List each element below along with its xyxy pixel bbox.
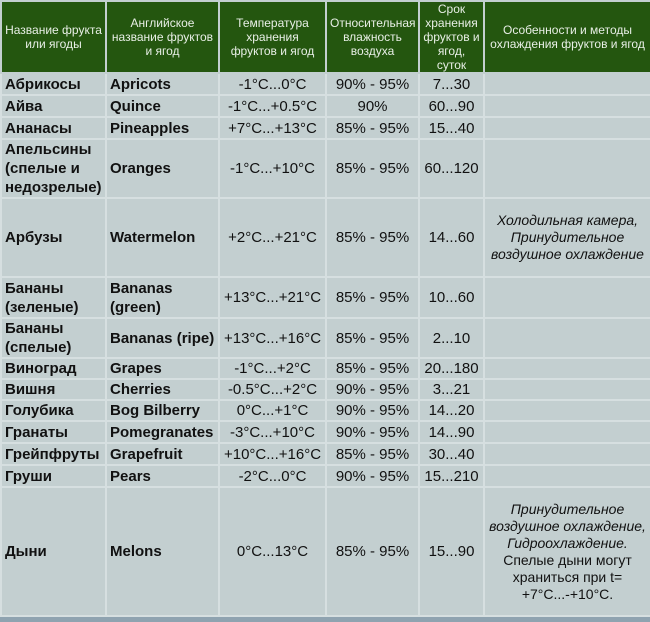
name-en-cell: Apricots — [106, 73, 219, 95]
notes-cell — [484, 379, 650, 400]
table-row — [1, 465, 650, 487]
temperature-cell: +2°C...+21°C — [219, 198, 326, 277]
name-en-cell: Melons — [106, 487, 219, 616]
table-row — [1, 117, 650, 139]
name-ru-cell: Ананасы — [1, 117, 106, 139]
temperature-cell: -1°C...+10°C — [219, 139, 326, 198]
temperature-cell: -3°C...+10°C — [219, 421, 326, 443]
notes-cell — [484, 95, 650, 117]
name-en-cell: Grapes — [106, 358, 219, 379]
storage-days-cell: 3...21 — [419, 379, 484, 400]
table-row — [1, 198, 650, 277]
storage-days-cell: 60...90 — [419, 95, 484, 117]
humidity-cell: 90% - 95% — [326, 73, 419, 95]
header-cell: Название фрукта или ягоды — [1, 1, 106, 73]
storage-days-cell: 30...40 — [419, 443, 484, 465]
storage-days-cell: 10...60 — [419, 277, 484, 318]
header-cell: Английское название фруктов и ягод — [106, 1, 219, 73]
name-en-cell: Grapefruit — [106, 443, 219, 465]
storage-days-cell: 14...60 — [419, 198, 484, 277]
temperature-cell: -1°C...0°C — [219, 73, 326, 95]
humidity-cell: 85% - 95% — [326, 487, 419, 616]
name-ru-cell: Дыни — [1, 487, 106, 616]
temperature-cell: -2°C...0°C — [219, 465, 326, 487]
header-cell: Особенности и методы охлаждения фруктов и ягод — [484, 1, 650, 73]
temperature-cell: +13°C...+21°C — [219, 277, 326, 318]
temperature-cell: -1°C...+0.5°C — [219, 95, 326, 117]
name-en-cell: Pears — [106, 465, 219, 487]
header-cell: Срок хранения фруктов и ягод, суток — [419, 1, 484, 73]
name-ru-cell: Апельсины (спелые и недозрелые) — [1, 139, 106, 198]
storage-days-cell: 60...120 — [419, 139, 484, 198]
note-text: Спелые дыни могут храниться при t= +7°C...-+10°C. — [503, 551, 632, 602]
humidity-cell: 85% - 95% — [326, 277, 419, 318]
table-row — [1, 73, 650, 95]
name-ru-cell: Груши — [1, 465, 106, 487]
humidity-cell: 90% - 95% — [326, 379, 419, 400]
storage-days-cell: 20...180 — [419, 358, 484, 379]
temperature-cell: +7°C...+13°C — [219, 117, 326, 139]
note-italic: Принудительное воздушное охлаждение, Гидроохлаждение. — [489, 500, 646, 551]
name-en-cell: Watermelon — [106, 198, 219, 277]
storage-days-cell: 15...90 — [419, 487, 484, 616]
storage-days-cell: 2...10 — [419, 318, 484, 358]
notes-cell — [484, 443, 650, 465]
notes-cell — [484, 198, 650, 277]
header-cell: Температура хранения фруктов и ягод — [219, 1, 326, 73]
table-row — [1, 443, 650, 465]
table-row — [1, 95, 650, 117]
name-ru-cell: Вишня — [1, 379, 106, 400]
storage-days-cell: 15...210 — [419, 465, 484, 487]
table-row — [1, 487, 650, 616]
humidity-cell: 90% - 95% — [326, 400, 419, 421]
table-row — [1, 379, 650, 400]
storage-days-cell: 7...30 — [419, 73, 484, 95]
name-ru-cell: Абрикосы — [1, 73, 106, 95]
name-ru-cell: Айва — [1, 95, 106, 117]
storage-days-cell: 15...40 — [419, 117, 484, 139]
notes-cell — [484, 73, 650, 95]
name-en-cell: Pomegranates — [106, 421, 219, 443]
table-row — [1, 318, 650, 358]
name-en-cell: Cherries — [106, 379, 219, 400]
humidity-cell: 90% - 95% — [326, 421, 419, 443]
name-ru-cell: Виноград — [1, 358, 106, 379]
notes-cell — [484, 139, 650, 198]
notes-cell — [484, 465, 650, 487]
humidity-cell: 85% - 95% — [326, 443, 419, 465]
name-en-cell: Bananas (ripe) — [106, 318, 219, 358]
humidity-cell: 85% - 95% — [326, 198, 419, 277]
name-en-cell: Pineapples — [106, 117, 219, 139]
storage-days-cell: 14...90 — [419, 421, 484, 443]
temperature-cell: +13°C...+16°C — [219, 318, 326, 358]
notes-cell — [484, 400, 650, 421]
name-en-cell: Quince — [106, 95, 219, 117]
notes-cell — [484, 318, 650, 358]
name-ru-cell: Бананы (спелые) — [1, 318, 106, 358]
notes-cell — [484, 277, 650, 318]
humidity-cell: 85% - 95% — [326, 358, 419, 379]
table-row — [1, 139, 650, 198]
note-italic: Холодильная камера, Принудительное воздушное охлаждение — [491, 212, 644, 262]
notes-cell — [484, 487, 650, 616]
table-row — [1, 400, 650, 421]
table-row — [1, 277, 650, 318]
name-ru-cell: Арбузы — [1, 198, 106, 277]
humidity-cell: 85% - 95% — [326, 139, 419, 198]
temperature-cell: +10°C...+16°C — [219, 443, 326, 465]
name-en-cell: Bananas (green) — [106, 277, 219, 318]
notes-cell — [484, 421, 650, 443]
header-cell: Относительная влажность воздуха — [326, 1, 419, 73]
humidity-cell: 85% - 95% — [326, 318, 419, 358]
temperature-cell: -1°C...+2°C — [219, 358, 326, 379]
name-en-cell: Oranges — [106, 139, 219, 198]
name-ru-cell: Грейпфруты — [1, 443, 106, 465]
bottom-border — [0, 617, 650, 622]
header-row — [1, 1, 650, 73]
name-ru-cell: Голубика — [1, 400, 106, 421]
humidity-cell: 85% - 95% — [326, 117, 419, 139]
humidity-cell: 90% - 95% — [326, 465, 419, 487]
notes-cell — [484, 117, 650, 139]
name-ru-cell: Бананы (зеленые) — [1, 277, 106, 318]
name-en-cell: Bog Bilberry — [106, 400, 219, 421]
temperature-cell: -0.5°C...+2°C — [219, 379, 326, 400]
temperature-cell: 0°C...+1°C — [219, 400, 326, 421]
temperature-cell: 0°C...13°C — [219, 487, 326, 616]
notes-cell — [484, 358, 650, 379]
storage-days-cell: 14...20 — [419, 400, 484, 421]
table-row — [1, 358, 650, 379]
name-ru-cell: Гранаты — [1, 421, 106, 443]
table-row — [1, 421, 650, 443]
humidity-cell: 90% — [326, 95, 419, 117]
